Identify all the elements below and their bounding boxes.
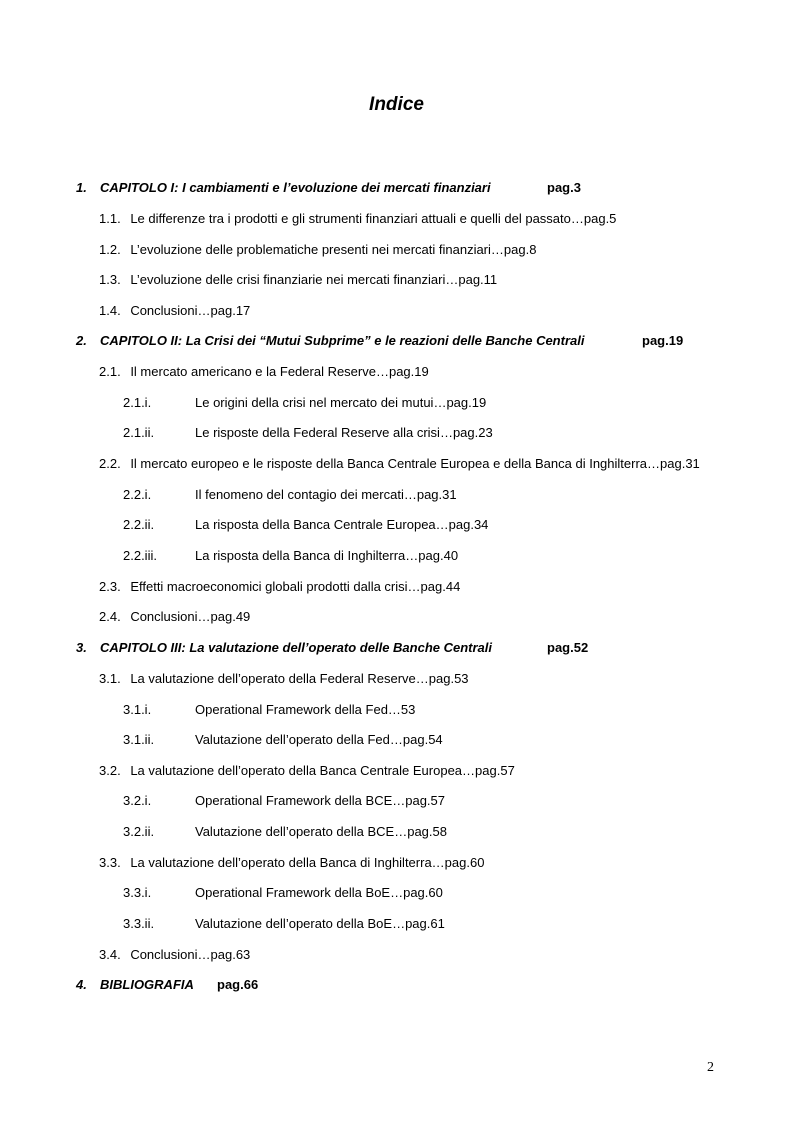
- chapter-page: pag.66: [217, 977, 259, 992]
- section-number: 1.1.: [99, 211, 121, 226]
- section-number: 3.1.: [99, 671, 121, 686]
- section-number: 3.3.: [99, 855, 121, 870]
- chapter-title: CAPITOLO II: La Crisi dei “Mutui Subprime” e le reazioni delle Banche Centrali: [100, 333, 585, 348]
- subsection-title: Valutazione dell’operato della BoE…pag.61: [195, 916, 445, 931]
- page-number: 2: [707, 1060, 714, 1075]
- toc-section: [99, 272, 497, 288]
- index-title: Indice: [369, 94, 424, 115]
- toc-section: [99, 456, 700, 472]
- chapter-title: CAPITOLO III: La valutazione dell’operato delle Banche Centrali: [100, 640, 493, 655]
- toc-section: [99, 579, 460, 595]
- chapter-number: 4.: [76, 977, 87, 992]
- subsection-title: Il fenomeno del contagio dei mercati…pag.31: [195, 487, 457, 502]
- subsection-title: Le risposte della Federal Reserve alla crisi…pag.23: [195, 425, 493, 440]
- subsection-number: 2.2.ii.: [123, 517, 155, 532]
- section-number: 2.3.: [99, 579, 121, 594]
- section-title: Il mercato europeo e le risposte della Banca Centrale Europea e della Banca di Inghilterra…pag.31: [130, 456, 700, 471]
- subsection-title: Operational Framework della Fed…53: [195, 702, 416, 717]
- subsection-title: La risposta della Banca di Inghilterra…pag.40: [195, 548, 459, 563]
- section-number: 2.1.: [99, 364, 121, 379]
- toc-section: [99, 671, 469, 687]
- chapter-number: 3.: [76, 640, 87, 655]
- section-title: La valutazione dell’operato della Banca di Inghilterra…pag.60: [130, 855, 485, 870]
- section-title: Conclusioni…pag.49: [130, 609, 251, 624]
- subsection-title: La risposta della Banca Centrale Europea…pag.34: [195, 517, 489, 532]
- section-title: L’evoluzione delle crisi finanziarie nei mercati finanziari…pag.11: [130, 272, 498, 287]
- section-number: 1.2.: [99, 242, 121, 257]
- toc-section: [99, 855, 484, 871]
- subsection-title: Le origini della crisi nel mercato dei mutui…pag.19: [195, 395, 487, 410]
- subsection-number: 3.3.i.: [123, 885, 152, 900]
- subsection-number: 3.1.ii.: [123, 732, 155, 747]
- toc-section: [99, 242, 536, 258]
- section-title: Conclusioni…pag.63: [130, 947, 251, 962]
- section-title: L’evoluzione delle problematiche presenti nei mercati finanziari…pag.8: [130, 242, 537, 257]
- subsection-title: Operational Framework della BCE…pag.57: [195, 793, 446, 808]
- subsection-title: Operational Framework della BoE…pag.60: [195, 885, 443, 900]
- section-number: 3.4.: [99, 947, 121, 962]
- section-number: 1.3.: [99, 272, 121, 287]
- chapter-page: pag.3: [547, 180, 581, 195]
- subsection-number: 3.2.ii.: [123, 824, 155, 839]
- toc-section: [99, 609, 250, 625]
- section-title: Il mercato americano e la Federal Reserve…pag.19: [130, 364, 429, 379]
- section-title: Effetti macroeconomici globali prodotti dalla crisi…pag.44: [130, 579, 461, 594]
- toc-section: [99, 947, 250, 963]
- section-title: Le differenze tra i prodotti e gli strumenti finanziari attuali e quelli del passato…pag.5: [130, 211, 617, 226]
- section-number: 3.2.: [99, 763, 121, 778]
- subsection-number: 2.2.i.: [123, 487, 152, 502]
- section-title: La valutazione dell’operato della Federal Reserve…pag.53: [130, 671, 469, 686]
- toc-section: [99, 364, 429, 380]
- section-number: 1.4.: [99, 303, 121, 318]
- subsection-title: Valutazione dell’operato della Fed…pag.54: [195, 732, 443, 747]
- chapter-page: pag.19: [642, 333, 684, 348]
- subsection-title: Valutazione dell’operato della BCE…pag.58: [195, 824, 447, 839]
- section-number: 2.4.: [99, 609, 121, 624]
- chapter-title: BIBLIOGRAFIA: [100, 977, 194, 992]
- subsection-number: 2.1.ii.: [123, 425, 155, 440]
- chapter-number: 1.: [76, 180, 87, 195]
- chapter-number: 2.: [76, 333, 87, 348]
- toc-section: [99, 211, 616, 227]
- toc-section: [99, 763, 515, 779]
- chapter-title: CAPITOLO I: I cambiamenti e l’evoluzione dei mercati finanziari: [100, 180, 491, 195]
- subsection-number: 3.1.i.: [123, 702, 152, 717]
- section-title: Conclusioni…pag.17: [130, 303, 251, 318]
- chapter-page: pag.52: [547, 640, 589, 655]
- section-title: La valutazione dell’operato della Banca Centrale Europea…pag.57: [130, 763, 515, 778]
- toc-section: [99, 303, 250, 319]
- section-number: 2.2.: [99, 456, 121, 471]
- subsection-number: 2.1.i.: [123, 395, 152, 410]
- subsection-number: 3.3.ii.: [123, 916, 155, 931]
- subsection-number: 2.2.iii.: [123, 548, 157, 563]
- subsection-number: 3.2.i.: [123, 793, 152, 808]
